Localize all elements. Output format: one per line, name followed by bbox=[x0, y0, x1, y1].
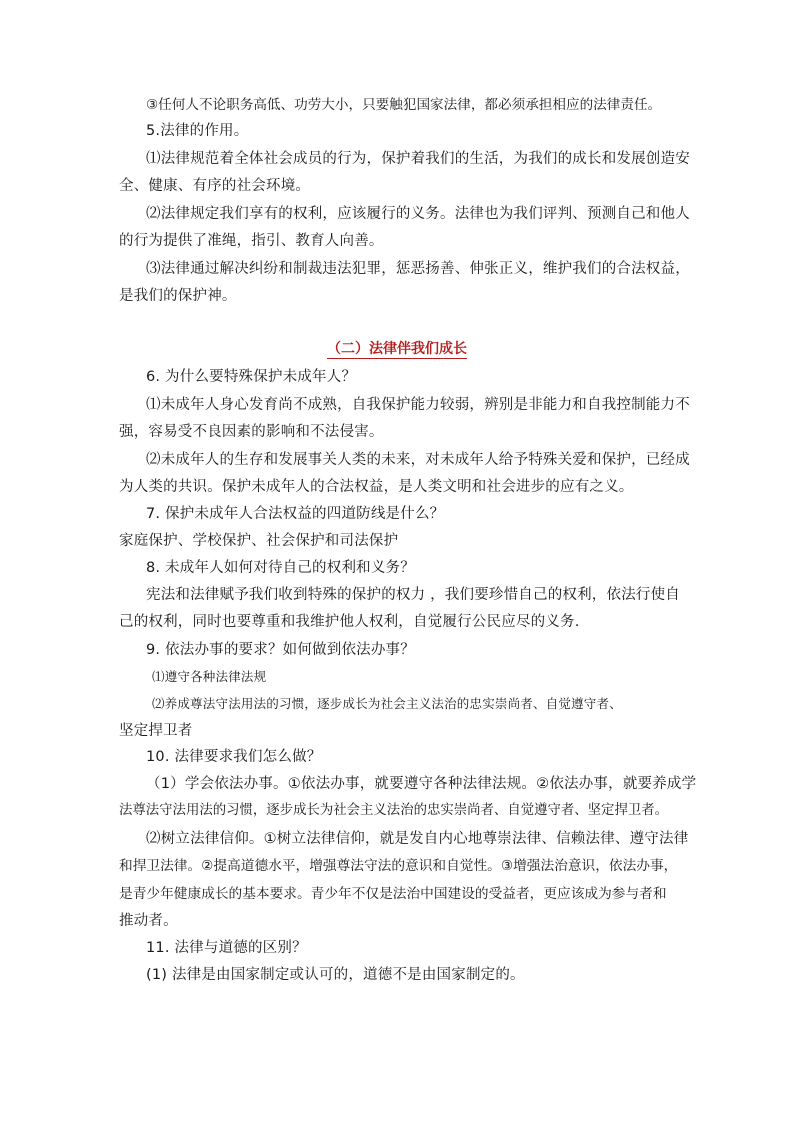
section-heading bbox=[0, 338, 794, 360]
paragraph-line: 的行为提供了准绳，指引、教育人向善。 bbox=[119, 233, 384, 249]
paragraph-line: 强，容易受不良因素的影响和不法侵害。 bbox=[119, 424, 384, 440]
paragraph-line: ⑵未成年人的生存和发展事关人类的未来，对未成年人给予特殊关爱和保护，已经成 bbox=[146, 452, 690, 468]
paragraph-line: ⑴未成年人身心发育尚不成熟，自我保护能力较弱，辨别是非能力和自我控制能力不 bbox=[146, 397, 690, 413]
paragraph-line: 推动者。 bbox=[119, 913, 178, 929]
paragraph-line: 是我们的保护神。 bbox=[119, 288, 237, 304]
paragraph-line: ⑴法律规范着全体社会成员的行为，保护着我们的生活，为我们的成长和发展创造安 bbox=[146, 151, 690, 167]
question-11: 11. 法律与道德的区别？ bbox=[146, 940, 307, 956]
paragraph-line: ⑶法律通过解决纠纷和制裁违法犯罪，惩恶扬善、伸张正义，维护我们的合法权益， bbox=[146, 261, 690, 277]
item-heading-5: 5.法律的作用。 bbox=[146, 123, 249, 139]
question-9: 9. 依法办事的要求？如何做到依法办事？ bbox=[146, 642, 415, 658]
paragraph-line: 是青少年健康成长的基本要求。青少年不仅是法治中国建设的受益者，更应该成为参与者和 bbox=[119, 886, 667, 902]
question-10: 10. 法律要求我们怎么做？ bbox=[146, 749, 322, 765]
paragraph-line: ③任何人不论职务高低、功劳大小，只要触犯国家法律，都必须承担相应的法律责任。 bbox=[146, 97, 662, 113]
question-7: 7. 保护未成年人合法权益的四道防线是什么？ bbox=[146, 506, 445, 522]
question-6: 6. 为什么要特殊保护未成年人？ bbox=[146, 369, 357, 385]
paragraph-line: （1）学会依法办事。①依法办事，就要遵守各种法律法规。②依法办事，就要养成学 bbox=[146, 776, 697, 792]
paragraph-line: 为人类的共识。保护未成年人的合法权益，是人类文明和社会进步的应有之义。 bbox=[119, 479, 634, 495]
answer-line: ⑴遵守各种法律法规 bbox=[152, 669, 267, 684]
paragraph-line: 己的权利，同时也要尊重和我维护他人权利，自觉履行公民应尽的义务. bbox=[119, 614, 580, 630]
paragraph-line: ⑵法律规定我们享有的权利，应该履行的义务。法律也为我们评判、预测自己和他人 bbox=[146, 206, 690, 222]
paragraph-line: 宪法和法律赋予我们收到特殊的保护的权力 ，我们要珍惜自己的权利，依法行使自 bbox=[146, 587, 681, 603]
question-8: 8. 未成年人如何对待自己的权利和义务？ bbox=[146, 560, 415, 576]
paragraph-line: ⑵树立法律信仰。①树立法律信仰，就是发自内心地尊崇法律、信赖法律、遵守法律 bbox=[146, 831, 689, 847]
section-heading-text: （二）法律伴我们成长 bbox=[327, 341, 467, 357]
paragraph-line: ⑵养成尊法守法用法的习惯，逐步成长为社会主义法治的忠实崇尚者、自觉遵守者、 bbox=[152, 696, 622, 711]
paragraph-line: 坚定捍卫者 bbox=[119, 723, 193, 739]
paragraph-line: 全、健康、有序的社会环境。 bbox=[119, 178, 311, 194]
answer-line: 家庭保护、学校保护、社会保护和司法保护 bbox=[119, 533, 399, 549]
paragraph-line: (1) 法律是由国家制定或认可的，道德不是由国家制定的。 bbox=[146, 967, 525, 983]
paragraph-line: 法尊法守法用法的习惯，逐步成长为社会主义法治的忠实崇尚者、自觉遵守者、坚定捍卫者。 bbox=[119, 803, 669, 818]
paragraph-line: 和捍卫法律。②提高道德水平，增强尊法守法的意识和自觉性。③增强法治意识，依法办事， bbox=[119, 858, 678, 874]
